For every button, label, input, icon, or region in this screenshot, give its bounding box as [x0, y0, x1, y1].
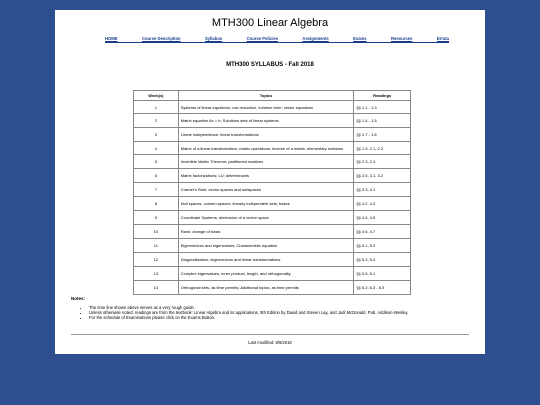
- table-row: [134, 225, 411, 239]
- note-item: • The time line shown above serves as a very rough guide.: [89, 305, 479, 310]
- topics-cell: Eigenvectors and eigenvalues; Characteristic equation: [178, 239, 354, 253]
- table-row: [134, 197, 411, 211]
- week-column-header: Week(s): [134, 91, 179, 101]
- note-item: • For the schedule of Examinations please click on the Exams Button.: [89, 315, 479, 320]
- readings-cell: §§ 2.5, 3.1, 3.2: [354, 169, 411, 183]
- readings-cell: §§ 1.9, 2.1, 2.2: [354, 142, 411, 155]
- week-cell: 9: [134, 211, 179, 225]
- readings-cell: §§ 1.7 - 1.8: [354, 128, 411, 142]
- readings-cell: §§ 1.4 - 1.5: [354, 114, 411, 128]
- footer-divider: [71, 334, 469, 335]
- topics-cell: Linear independence; linear transformations: [178, 128, 354, 142]
- nav-home-link[interactable]: HOME: [105, 36, 118, 41]
- topics-cell: Rank; change of basis: [178, 225, 354, 239]
- table-row: [134, 211, 411, 225]
- readings-cell: §§ 2.3, 2.4: [354, 155, 411, 169]
- table-row: [134, 114, 411, 128]
- nav-course-description-link[interactable]: Course Description: [141, 36, 181, 41]
- topics-cell: Complex eigenvalues; inner product, length, and orthogonality: [178, 267, 354, 281]
- topics-cell: Diagonalization; eigenvectors and linear transformations: [178, 253, 354, 267]
- table-row: [134, 183, 411, 197]
- readings-cell: §§ 6.2; 6.3 - 6.5: [354, 281, 411, 295]
- table-row: [134, 128, 411, 142]
- nav-course-policies-link[interactable]: Course Policies: [246, 36, 279, 41]
- week-cell: 1: [134, 101, 179, 114]
- table-row: [134, 169, 411, 183]
- nav-resources-link[interactable]: Resources: [391, 36, 413, 41]
- readings-cell: §§ 3.3, 4.1: [354, 183, 411, 197]
- nav-exams-link[interactable]: Exams: [353, 36, 367, 41]
- topics-cell: Matrix of a linear transformation; matrix operations; inverse of a matrix; elementary matrices: [178, 142, 354, 155]
- nav-syllabus-link[interactable]: Syllabus: [204, 36, 223, 41]
- note-item: • Unless otherwise noted, readings are from the textbook: Linear Algebra and its applications, 5th Edition by David and Steven Lay, and Judi McDonald, Pub. Addison-Wesley.: [89, 310, 479, 315]
- readings-cell: §§ 5.5, 6.1: [354, 267, 411, 281]
- week-cell: 8: [134, 197, 179, 211]
- site-title: MTH300 Linear Algebra: [211, 17, 329, 29]
- page-content: [55, 10, 485, 354]
- week-cell: 5: [134, 155, 179, 169]
- table-row: [134, 281, 411, 295]
- week-cell: 2: [134, 114, 179, 128]
- syllabus-table: [133, 90, 411, 295]
- week-cell: 7: [134, 183, 179, 197]
- top-nav: [105, 36, 449, 43]
- topics-column-header: Topics: [178, 91, 354, 101]
- last-modified: Last modified: 9/6/2018: [248, 340, 292, 345]
- week-cell: 12: [134, 253, 179, 267]
- table-row: [134, 253, 411, 267]
- readings-cell: §§ 1.1 - 1.3: [354, 101, 411, 114]
- table-row: [134, 142, 411, 155]
- nav-errata-link[interactable]: Errata: [436, 36, 449, 41]
- table-row: [134, 267, 411, 281]
- readings-cell: §§ 4.6, 4.7: [354, 225, 411, 239]
- topics-cell: Systems of linear equations; row reduction, echelon form; vector equations: [178, 101, 354, 114]
- topics-cell: Invertible Matrix Theorem; partitioned matrices: [178, 155, 354, 169]
- readings-cell: §§ 5.3, 5.4: [354, 253, 411, 267]
- topics-cell: Orthogonal sets, as time permits; Additional topics, as time permits: [178, 281, 354, 295]
- table-row: [134, 155, 411, 169]
- notes-list: [79, 305, 479, 320]
- topics-cell: Cramer's Rule; vector spaces and subspaces: [178, 183, 354, 197]
- week-cell: 6: [134, 169, 179, 183]
- table-row: [134, 101, 411, 114]
- readings-column-header: Readings: [354, 91, 411, 101]
- topics-cell: Null spaces, column spaces; linearly independent sets; bases: [178, 197, 354, 211]
- topics-cell: Matrix equation Ax = b; Solutions sets of linear systems: [178, 114, 354, 128]
- week-cell: 4: [134, 142, 179, 155]
- nav-assignments-link[interactable]: Assignments: [302, 36, 329, 41]
- readings-cell: §§ 5.1, 5.2: [354, 239, 411, 253]
- week-cell: 11: [134, 239, 179, 253]
- topics-cell: Matrix factorizations: LU; determinants: [178, 169, 354, 183]
- readings-cell: §§ 4.2, 4.3: [354, 197, 411, 211]
- week-cell: 3: [134, 128, 179, 142]
- table-header-row: [134, 91, 411, 101]
- week-cell: 14: [134, 281, 179, 295]
- notes-heading: Notes:: [71, 296, 86, 301]
- syllabus-title: MTH300 SYLLABUS - Fall 2018: [226, 62, 314, 68]
- topics-cell: Coordinate Systems; dimension of a vector space: [178, 211, 354, 225]
- week-cell: 13: [134, 267, 179, 281]
- readings-cell: §§ 4.4, 4.5: [354, 211, 411, 225]
- table-row: [134, 239, 411, 253]
- week-cell: 10: [134, 225, 179, 239]
